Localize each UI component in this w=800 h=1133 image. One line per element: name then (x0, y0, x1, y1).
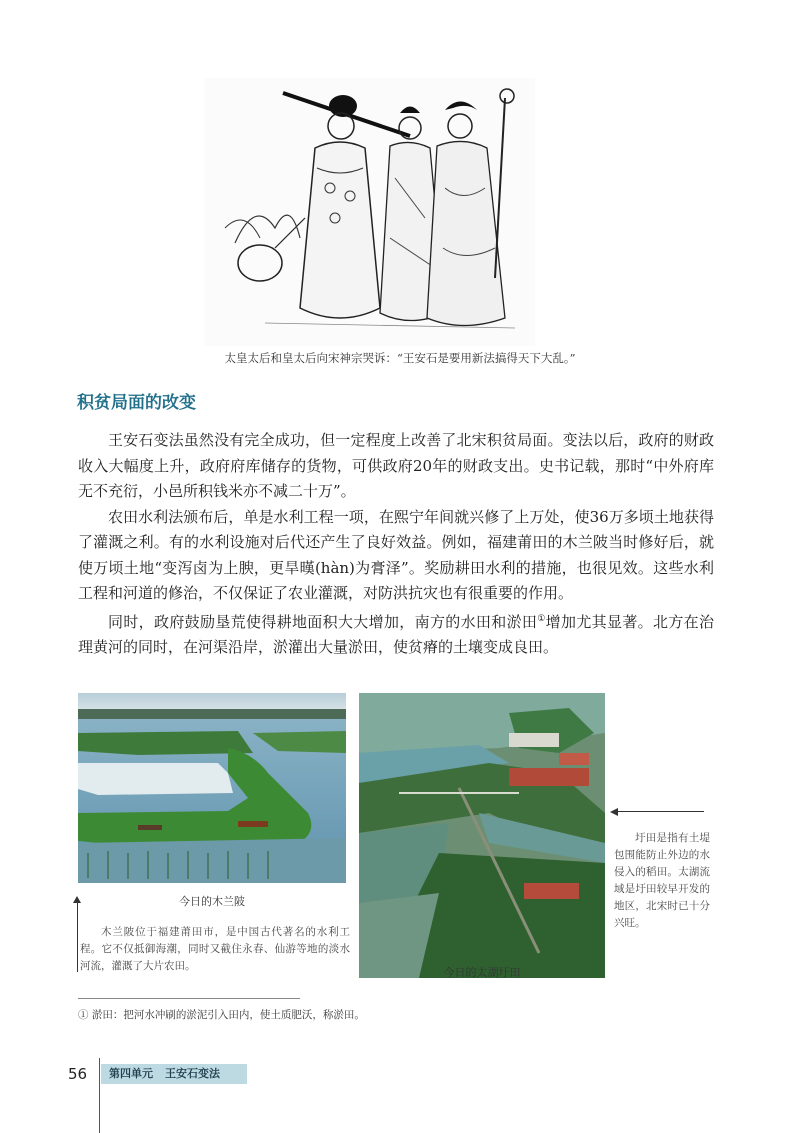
mulanbei-caption: 今日的木兰陂 (179, 895, 245, 908)
note-left-rule (77, 900, 78, 972)
paragraph-3-text-a: 同时，政府鼓励垦荒使得耕地面积大大增加，南方的水田和淤田 (108, 612, 538, 631)
footer-divider (99, 1058, 100, 1133)
mulanbei-photo (78, 693, 346, 883)
footnote: ① 淤田：把河水冲刷的淤泥引入田内，使土质肥沃，称淤田。 (78, 1009, 365, 1021)
paragraph-3-text-b: 增加尤其显著。北方在治理黄河的同时，在河渠沿岸，淤灌出大量淤田，使贫瘠的土壤变成良田。 (78, 612, 714, 656)
historical-illustration (205, 78, 535, 346)
paragraph-2: 农田水利法颁布后，单是水利工程一项，在熙宁年间就兴修了上万处，使36万多顷土地获得了灌溉之利。有的水利设施对后代还产生了良好效益。例如，福建莆田的木兰陂当时修好后，就使万顷土地“变泻卤为上腴，更旱暵(hàn)为膏泽”。奖励耕田水利的措施，也很见效。这些水利工程和河道的修治，不仅保证了农业灌溉，对防洪抗灾也有很重要的作用。 (78, 507, 714, 602)
note-right-arrow (610, 808, 618, 816)
paragraph-3 (78, 607, 714, 661)
footer-unit-label (101, 1064, 247, 1084)
taihu-note: 圩田是指有土堤包围能防止外边的水侵入的稻田。太湖流域是圩田较早开发的地区，北宋时已十分兴旺。 (614, 832, 710, 929)
body-text (78, 428, 714, 661)
mulanbei-note: 木兰陂位于福建莆田市，是中国古代著名的水利工程。它不仅抵御海潮，同时又截住永春、仙游等地的淡水河流，灌溉了大片农田。 (80, 926, 350, 972)
page-number: 56 (68, 1065, 88, 1083)
section-title: 积贫局面的改变 (77, 393, 196, 413)
note-right-rule (618, 811, 704, 812)
paragraph-1: 王安石变法虽然没有完全成功，但一定程度上改善了北宋积贫局面。变法以后，政府的财政收入大幅度上升，政府府库储存的货物，可供政府20年的财政支出。史书记载，那时“中外府库无不充衍，小邑所积钱米亦不减二十万”。 (78, 431, 714, 500)
illustration-caption: 太皇太后和皇太后向宋神宗哭诉：“王安石是要用新法搞得天下大乱。” (224, 351, 576, 365)
footer-unit-title: 王安石变法 (165, 1067, 220, 1080)
footer-unit: 第四单元 (109, 1067, 153, 1080)
footnote-divider (78, 998, 300, 999)
taihu-photo (359, 693, 605, 978)
footnote-marker[interactable]: ① (537, 613, 546, 624)
taihu-caption: 今日的太湖圩田 (443, 966, 521, 979)
